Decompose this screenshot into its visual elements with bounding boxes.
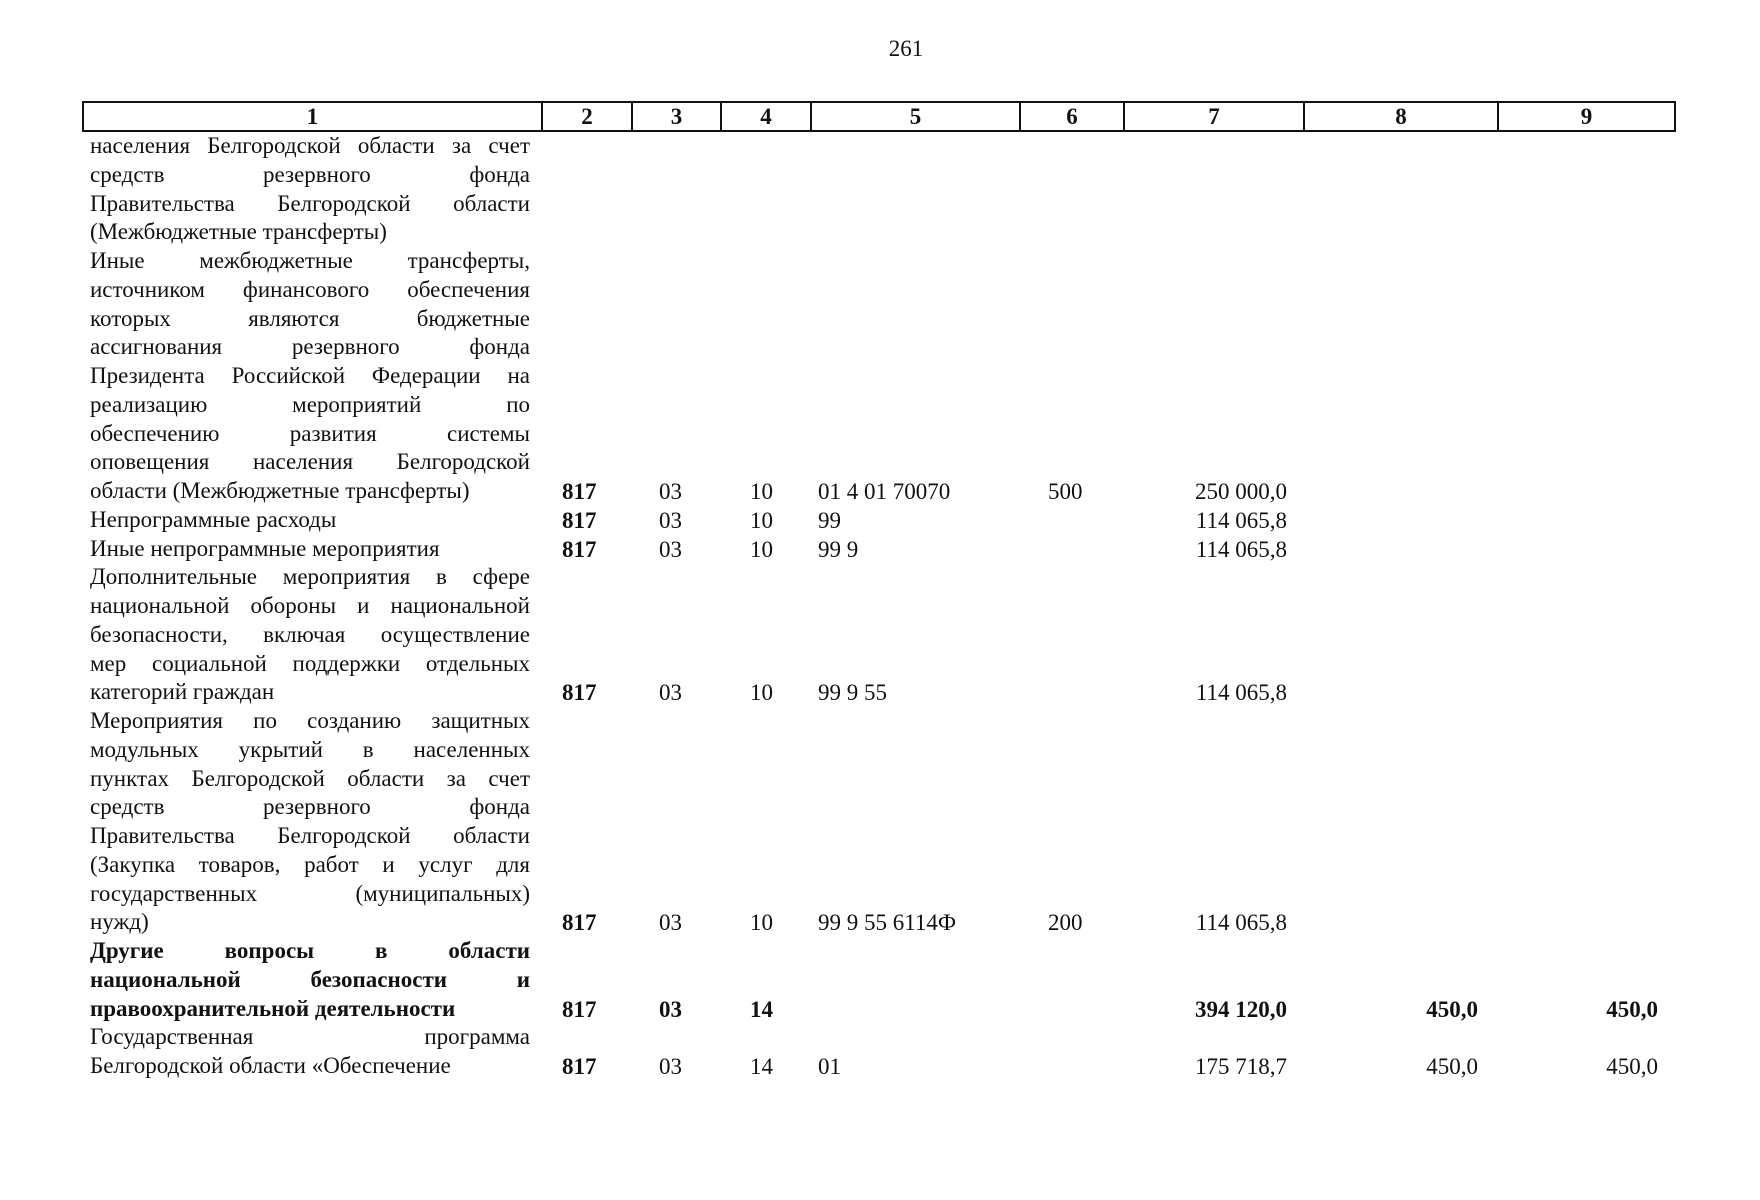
table-row-description — [90, 535, 530, 564]
cell-col-8: 450,0 — [1426, 1054, 1478, 1079]
cell-col-7: 114 065,8 — [1195, 536, 1287, 562]
header-col-4: 4 — [722, 103, 812, 130]
header-col-5: 5 — [812, 103, 1021, 130]
description-line: Государственная программа — [90, 1024, 530, 1050]
cell-col-7: 175 718,7 — [1195, 1054, 1287, 1079]
description-line: модульных укрытий в населенных — [90, 736, 530, 762]
description-line: обеспечению развития системы — [90, 420, 530, 446]
description-line: Белгородской области «Обеспечение — [90, 1053, 451, 1078]
cell-col-5: 99 — [818, 507, 841, 533]
description-line: Президента Российской Федерации на — [90, 363, 530, 388]
table-row-description — [90, 132, 530, 247]
cell-col-4: 10 — [750, 507, 773, 533]
cell-col-4: 10 — [750, 536, 773, 562]
table-row-description — [90, 247, 530, 506]
description-line: области (Межбюджетные трансферты) — [90, 478, 470, 503]
header-col-2: 2 — [543, 103, 633, 130]
description-line: Иные непрограммные мероприятия — [90, 535, 440, 561]
cell-col-3: 03 — [659, 996, 682, 1022]
description-line: Мероприятия по созданию защитных — [90, 708, 530, 733]
header-col-9: 9 — [1580, 103, 1593, 129]
header-col-6: 6 — [1021, 103, 1125, 130]
cell-col-7: 394 120,0 — [1195, 996, 1287, 1022]
page-number: 261 — [888, 36, 924, 61]
description-line: Правительства Белгородской области — [90, 190, 530, 216]
cell-col-2: 817 — [562, 996, 597, 1022]
cell-col-4: 14 — [750, 996, 773, 1022]
description-line: источником финансового обеспечения — [90, 276, 530, 302]
cell-col-5: 99 9 55 — [818, 680, 887, 706]
cell-col-4: 10 — [750, 680, 773, 706]
cell-col-4: 14 — [750, 1054, 773, 1079]
description-line: Дополнительные мероприятия в сфере — [90, 564, 530, 590]
cell-col-3: 03 — [659, 479, 682, 504]
description-line: мер социальной поддержки отдельных — [90, 650, 530, 676]
description-line: государственных (муниципальных) — [90, 880, 530, 906]
description-line: ассигнования резервного фонда — [90, 334, 530, 360]
header-col-7: 7 — [1125, 103, 1305, 130]
cell-col-8: 450,0 — [1426, 996, 1478, 1022]
description-line: национальной обороны и национальной — [90, 593, 530, 618]
cell-col-9: 450,0 — [1606, 996, 1658, 1022]
description-line: средств резервного фонда — [90, 794, 530, 820]
description-line: Иные межбюджетные трансферты, — [90, 248, 530, 273]
description-line: реализацию мероприятий по — [90, 391, 530, 417]
table-row-description — [90, 563, 530, 707]
description-line: пунктах Белгородской области за счет — [90, 765, 530, 791]
description-line: оповещения населения Белгородской — [90, 449, 530, 475]
cell-col-7: 114 065,8 — [1195, 910, 1287, 936]
description-line: средств резервного фонда — [90, 161, 530, 187]
cell-col-2: 817 — [562, 536, 597, 562]
cell-col-3: 03 — [659, 536, 682, 562]
description-line: Непрограммные расходы — [90, 506, 337, 532]
description-line: безопасности, включая осуществление — [90, 621, 530, 647]
description-line: нужд) — [90, 909, 149, 935]
cell-col-7: 114 065,8 — [1195, 507, 1287, 533]
cell-col-6: 200 — [1048, 910, 1083, 936]
table-row-description — [90, 707, 530, 937]
cell-col-3: 03 — [659, 910, 682, 936]
cell-col-2: 817 — [562, 507, 597, 533]
description-line: национальной безопасности и — [90, 966, 530, 992]
cell-col-4: 10 — [750, 479, 773, 504]
description-line: Другие вопросы в области — [90, 938, 530, 963]
cell-col-3: 03 — [659, 1054, 682, 1079]
cell-col-7: 114 065,8 — [1195, 680, 1287, 706]
cell-col-5: 01 4 01 70070 — [818, 479, 951, 504]
header-col-8: 8 — [1305, 103, 1499, 130]
header-col-1: 1 — [84, 103, 543, 130]
cell-col-5: 99 9 55 6114Ф — [818, 910, 957, 936]
cell-col-6: 500 — [1048, 479, 1083, 504]
description-line: (Межбюджетные трансферты) — [90, 219, 387, 245]
table-row-description — [90, 506, 530, 535]
cell-col-5: 99 9 — [818, 536, 859, 562]
cell-col-2: 817 — [562, 910, 597, 936]
description-line: населения Белгородской области за счет — [90, 133, 530, 158]
table-header — [82, 101, 1676, 132]
description-line: правоохранительной деятельности — [90, 995, 456, 1021]
description-line: которых являются бюджетные — [90, 305, 530, 331]
cell-col-3: 03 — [659, 507, 682, 533]
cell-col-3: 03 — [659, 680, 682, 706]
cell-col-9: 450,0 — [1606, 1054, 1658, 1079]
description-line: Правительства Белгородской области — [90, 823, 530, 848]
description-line: (Закупка товаров, работ и услуг для — [90, 851, 530, 877]
description-line: категорий граждан — [90, 679, 275, 705]
header-col-3: 3 — [633, 103, 722, 130]
cell-col-7: 250 000,0 — [1195, 479, 1287, 504]
cell-col-2: 817 — [562, 1054, 597, 1079]
cell-col-5: 01 — [818, 1054, 841, 1079]
cell-col-2: 817 — [562, 680, 597, 706]
table-row-description — [90, 1023, 530, 1081]
cell-col-4: 10 — [750, 910, 773, 936]
table-row-description — [90, 937, 530, 1023]
cell-col-2: 817 — [562, 479, 597, 504]
